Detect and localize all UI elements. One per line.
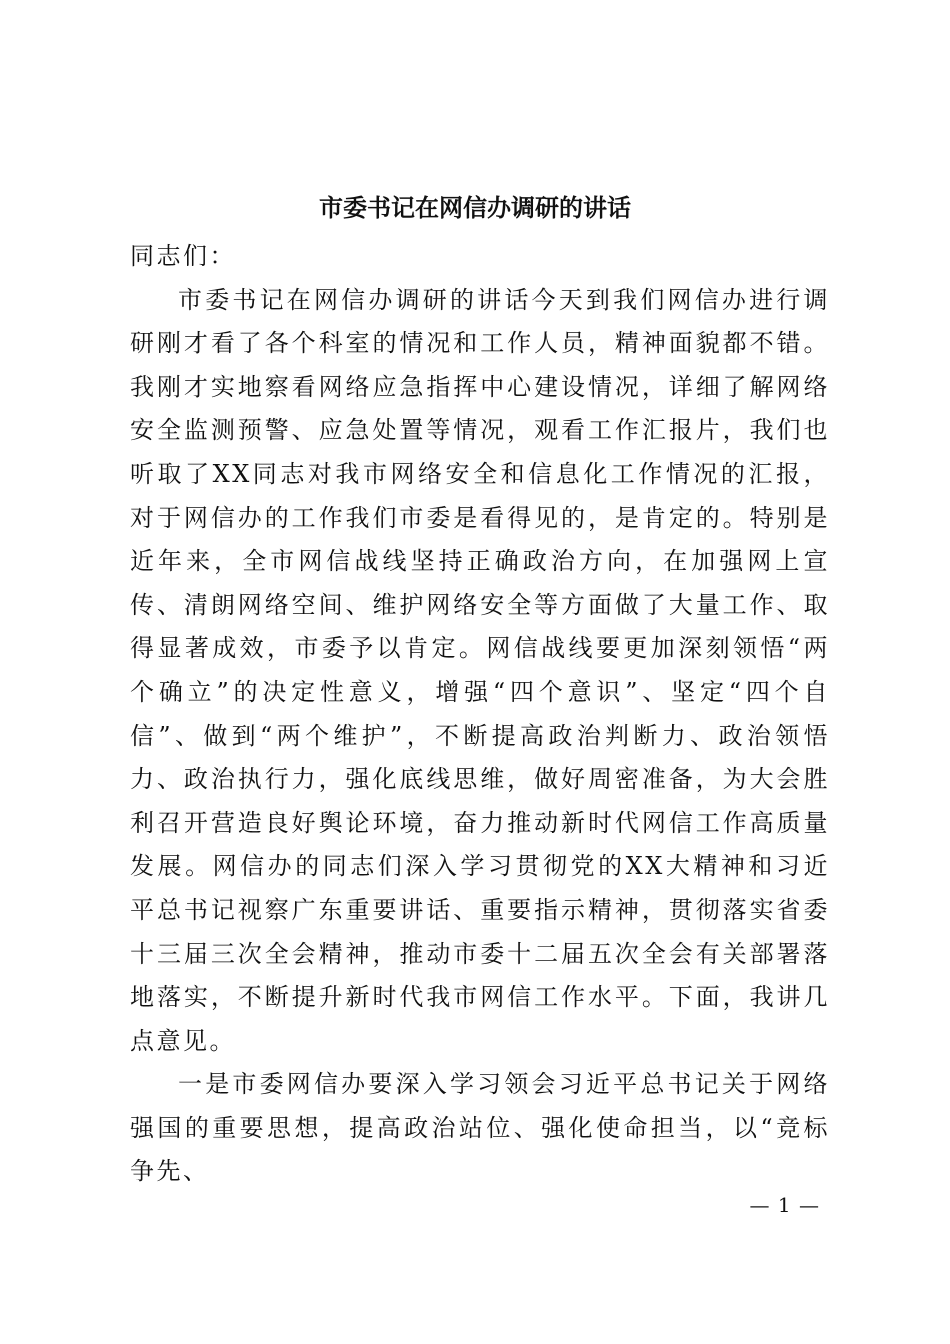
salutation: 同志们： [130, 242, 236, 270]
document-body [130, 235, 830, 1194]
paragraph-2: 一是市委网信办要深入学习领会习近平总书记关于网络强国的重要思想，提高政治站位、强化使命担当，以“竞标争先、 [130, 1070, 830, 1186]
paragraph-1: 市委书记在网信办调研的讲话今天到我们网信办进行调研刚才看了各个科室的情况和工作人员，精神面貌都不错。我刚才实地察看网络应急指挥中心建设情况，详细了解网络安全监测预警、应急处置等情况，观看工作汇报片，我们也听取了XX同志对我市网络安全和信息化工作情况的汇报，对于网信办的工作我们市委是看得见的，是肯定的。特别是近年来，全市网信战线坚持正确政治方向，在加强网上宣传、清朗网络空间、维护网络安全等方面做了大量工作、取得显著成效，市委予以肯定。网信战线要更加深刻领悟“两个确立”的决定性意义，增强“四个意识”、坚定“四个自信”、做到“两个维护”，不断提高政治判断力、政治领悟力、政治执行力，强化底线思维，做好周密准备，为大会胜利召开营造良好舆论环境，奋力推动新时代网信工作高质量发展。网信办的同志们深入学习贯彻党的XX大精神和习近平总书记视察广东重要讲话、重要指示精神，贯彻落实省委十三届三次全会精神，推动市委十二届五次全会有关部署落地落实，不断提升新时代我市网信工作水平。下面，我讲几点意见。 [130, 285, 830, 1055]
page-number: — 1 — [749, 1193, 820, 1217]
document-title: 市委书记在网信办调研的讲话 [319, 193, 631, 222]
